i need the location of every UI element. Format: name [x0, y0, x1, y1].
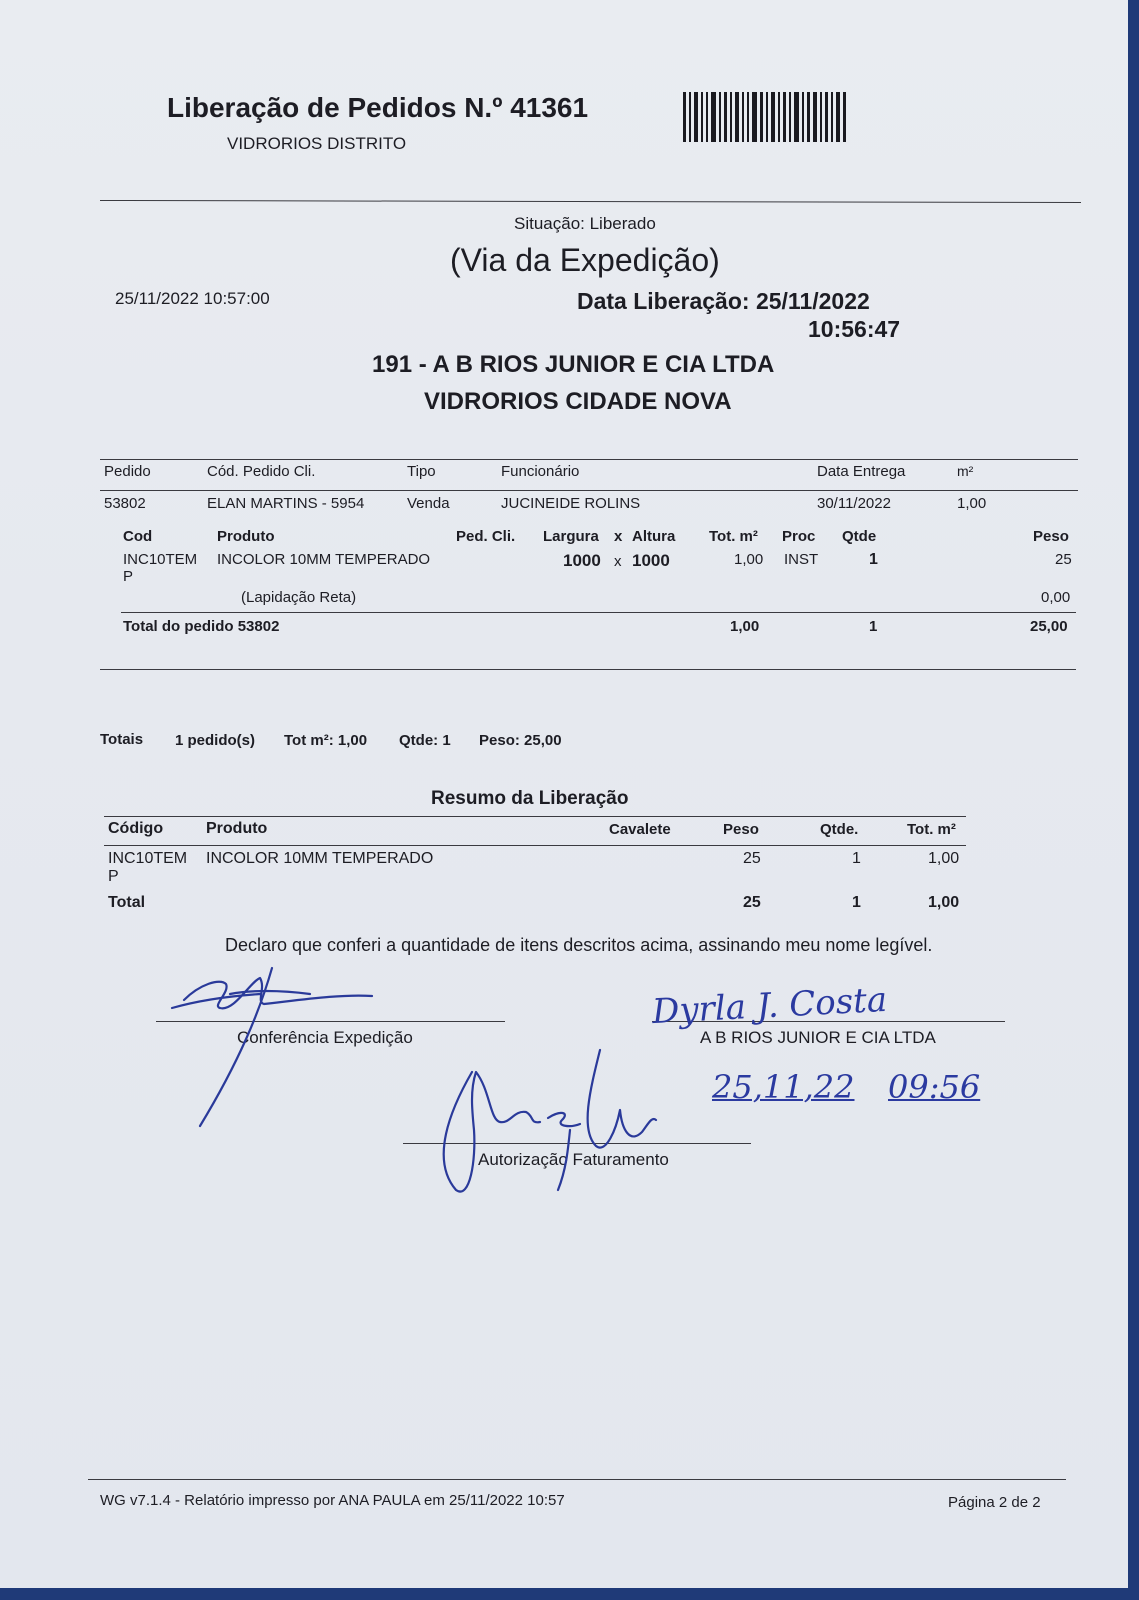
- item-process: (Lapidação Reta): [241, 589, 357, 606]
- summary-codigo-line1: INC10TEM: [108, 850, 188, 867]
- item-header-qtde: Qtde: [842, 528, 877, 545]
- item-header-cod: Cod: [123, 528, 153, 545]
- footer-line: [88, 1479, 1066, 1480]
- declaration-text: Declaro que conferi a quantidade de itens descritos acima, assinando meu nome legível.: [225, 935, 933, 955]
- order-table-top-line: [100, 459, 1078, 460]
- footer-print-info: WG v7.1.4 - Relatório impresso por ANA PAULA em 25/11/2022 10:57: [100, 1492, 565, 1509]
- status-text: Situação: Liberado: [514, 214, 656, 233]
- summary-header-tot-m2: Tot. m²: [907, 821, 956, 838]
- summary-header-qtde: Qtde.: [820, 821, 859, 838]
- label-autorizacao-faturamento: Autorização Faturamento: [478, 1150, 669, 1169]
- print-datetime: 25/11/2022 10:57:00: [115, 289, 270, 308]
- order-total-m2: 1,00: [730, 618, 760, 635]
- col-header-funcionario: Funcionário: [501, 463, 580, 480]
- summary-title: Resumo da Liberação: [431, 788, 629, 809]
- client-name: 191 - A B RIOS JUNIOR E CIA LTDA: [372, 351, 775, 378]
- item-cod-line2: P: [123, 568, 134, 585]
- item-largura: 1000: [563, 551, 601, 570]
- via-title: (Via da Expedição): [450, 242, 720, 278]
- signature-conferencia-drawing: [160, 960, 390, 1140]
- summary-total-qtde: 1: [852, 894, 861, 911]
- item-header-produto: Produto: [217, 528, 275, 545]
- order-tipo: Venda: [407, 495, 450, 512]
- signature-autorizacao-drawing: [430, 1050, 680, 1200]
- handwritten-time: 09:56: [888, 1068, 981, 1106]
- totals-qtde: Qtde: 1: [399, 732, 451, 749]
- document-title: Liberação de Pedidos N.º 41361: [167, 92, 589, 123]
- summary-codigo-line2: P: [108, 868, 119, 885]
- order-data-entrega: 30/11/2022: [817, 495, 891, 512]
- order-total-label: Total do pedido 53802: [123, 618, 280, 635]
- item-x: x: [614, 553, 622, 570]
- label-client-company: A B RIOS JUNIOR E CIA LTDA: [700, 1028, 936, 1047]
- order-total-peso: 25,00: [1030, 618, 1068, 635]
- summary-peso: 25: [743, 850, 761, 867]
- summary-header-codigo: Código: [108, 820, 164, 837]
- order-total-line: [121, 612, 1076, 613]
- col-header-m2: m²: [957, 463, 974, 479]
- item-header-proc: Proc: [782, 528, 816, 545]
- item-altura: 1000: [632, 551, 670, 570]
- summary-qtde: 1: [852, 850, 861, 867]
- item-header-peso: Peso: [1033, 528, 1069, 545]
- item-qtde: 1: [869, 551, 878, 568]
- summary-total-peso: 25: [743, 894, 761, 911]
- summary-total-label: Total: [108, 894, 146, 911]
- item-header-largura: Largura: [543, 528, 599, 545]
- order-m2: 1,00: [957, 495, 987, 512]
- order-header-line: [100, 490, 1078, 491]
- summary-header-peso: Peso: [723, 821, 759, 838]
- item-peso: 25: [1055, 551, 1072, 568]
- handwritten-client-name: Dyrla J. Costa: [651, 979, 889, 1033]
- totals-m2: Tot m²: 1,00: [284, 732, 368, 749]
- order-cod-pedido-cli: ELAN MARTINS - 5954: [207, 495, 365, 512]
- item-cod-line1: INC10TEM: [123, 551, 198, 568]
- col-header-data-entrega: Data Entrega: [817, 463, 906, 480]
- summary-total-tot-m2: 1,00: [928, 894, 960, 911]
- item-produto: INCOLOR 10MM TEMPERADO: [217, 551, 431, 568]
- totals-label: Totais: [100, 731, 144, 748]
- item-tot-m2: 1,00: [734, 551, 764, 568]
- item-header-ped-cli: Ped. Cli.: [456, 528, 516, 545]
- summary-header-produto: Produto: [206, 820, 268, 837]
- col-header-cod-pedido-cli: Cód. Pedido Cli.: [207, 463, 316, 480]
- page-number: Página 2 de 2: [948, 1494, 1041, 1511]
- order-pedido: 53802: [104, 495, 146, 512]
- item-header-altura: Altura: [632, 528, 676, 545]
- label-conferencia-expedicao: Conferência Expedição: [237, 1028, 413, 1047]
- col-header-pedido: Pedido: [104, 463, 151, 480]
- item-header-x: x: [614, 528, 623, 545]
- company-name: VIDRORIOS DISTRITO: [227, 134, 407, 153]
- client-store: VIDRORIOS CIDADE NOVA: [424, 388, 732, 415]
- summary-header-cavalete: Cavalete: [609, 821, 671, 838]
- liberation-time: 10:56:47: [808, 316, 901, 342]
- order-total-qtde: 1: [869, 618, 878, 635]
- totals-pedidos: 1 pedido(s): [175, 732, 256, 749]
- order-table-bottom-line: [100, 669, 1076, 670]
- barcode: [683, 92, 857, 142]
- handwritten-date: 25,11,22: [712, 1068, 855, 1106]
- summary-top-line: [104, 816, 966, 817]
- item-process-peso: 0,00: [1041, 589, 1071, 606]
- item-header-tot-m2: Tot. m²: [709, 528, 758, 545]
- col-header-tipo: Tipo: [407, 463, 436, 480]
- item-proc: INST: [784, 551, 819, 568]
- liberation-date: Data Liberação: 25/11/2022: [577, 288, 870, 314]
- totals-peso: Peso: 25,00: [479, 732, 562, 749]
- summary-produto: INCOLOR 10MM TEMPERADO: [206, 850, 434, 867]
- header-divider: [100, 200, 1081, 203]
- order-funcionario: JUCINEIDE ROLINS: [501, 495, 641, 512]
- summary-header-line: [104, 845, 966, 846]
- summary-tot-m2: 1,00: [928, 850, 960, 867]
